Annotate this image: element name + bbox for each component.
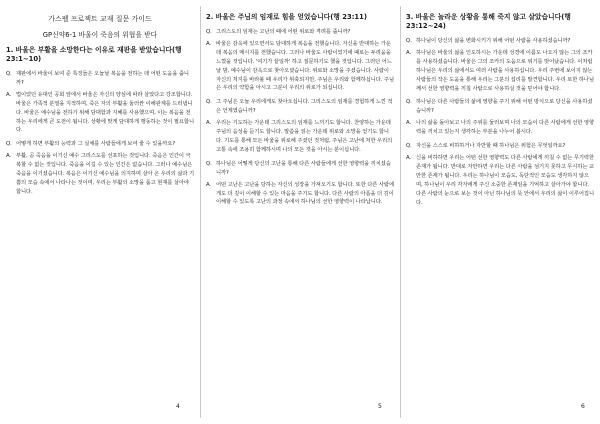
answer-7: A. 나의 삶을 돌아보고 나의 주위를 둘러보며 나의 모습이 다른 사람에게 선한 영향력을 끼치고 있는지 생각하는 부분을 나누어 봅시다. xyxy=(406,120,594,136)
question-3: Q. 그리스도의 임재는 고난의 때에 어떤 위로와 격려를 줍니까? xyxy=(206,29,351,35)
section-title-1: 1. 바울은 부활을 소망한다는 이유로 재판을 받았습니다(행23:1~10) xyxy=(6,46,182,63)
page-5 xyxy=(200,0,400,424)
question-2: Q. 어떻게 하면 부활의 능력과 그 실체를 사람들에게 보여 줄 수 있을까요? xyxy=(6,141,176,148)
question-7: Q. 하나님은 다른 사람들의 삶에 영향을 주기 위해 어떤 방식으로 당신을 사용하셨습니까? xyxy=(406,99,593,115)
question-6: Q. 하나님이 당신의 삶을 변화시키기 위해 어떤 사람을 사용하셨습니까? xyxy=(406,38,571,44)
answer-4: A. 우리는 기도하는 가운데 그리스도의 임재를 느끼기도 합니다. 찬양하는 가운데 주님의 음성을 듣기도 합니다. 말씀을 읽는 가운데 위로와 소망을 얻기도 합니다. 기도를 통해 모든 바울을 위로해 주셨던 것처럼, 주님은 고난에 처한 우리의 고통 속에 조용히 함께하시며 나의 모든 것을 아시는 분이십니다. xyxy=(206,120,393,153)
guide-header: 가스펠 프로젝트 교재 질문 가이드 xyxy=(48,15,152,23)
answer-5: A. 어떤 고난은 고난을 당하는 자신의 성장을 가져오기도 합니다. 또한 다른 사람에게도 더 깊이 이해할 수 있는 마음을 주기도 합니다. 다른 사람의 아픔을 더 깊이 이해할 수 있도록 고난의 과정 속에서 하나님의 선한 영향력이 나타납니다. xyxy=(206,181,394,206)
answer-2: A. 부활, 곧 죽음을 이기신 예수 그리스도를 선포하는 것입니다. 죽음은 인간이 극복할 수 없는 것입니다. 죽음을 이길 수 있는 인간은 없습니다. 그러나 예수님은 죽음을 이기셨습니다. 복음은 이기신 예수님을 의지하며 살아 온 우리의 삶과 기쁨의 모습 속에서 나타나는 것이며, 우리는 부활의 소망을 품고 현재를 살아야 합니다. xyxy=(6,153,194,195)
page-number: 5 xyxy=(378,403,382,410)
answer-6: A. 하나님은 바울의 삶을 인도하시는 가운데 성경에 이름도 나오지 않는 그의 조카를 사용하셨습니다. 바울은 그의 조카의 도움으로 위기를 벗어났습니다. 이처럼 하나님은 우리의 삶에서도 여러 사람을 사용하십니다. 우리 주변에 보이지 않는 사람들의 작은 도움을 통해 우리는 그분의 섭리를 발견합니다. 우리 또한 하나님께서 선한 영향력을 끼칠 사람으로 사용하실 것을 믿어야 합니다. xyxy=(406,49,594,92)
question-1: Q. 재판에서 바울이 보여 준 특징들은 오늘날 복음을 전하는 데 어떤 도움을 줍니까? xyxy=(6,71,189,86)
answer-8: A. 신을 비하하면 우리는 어떤 선한 영향력도 다른 사람에게 끼칠 수 없는 무기력한 존재가 됩니다. 반대로 자만하면 우리는 다른 사람을 섬기지 못하고 무시하는 교만한 존재가 됩니다. 우리는 하나님이 모습도, 독단적인 모습도 생각하지 않으며, 하나님이 우리 각자에게 주신 소중한 존재임을 기억하고 살아가야 합니다. 다른 사람의 눈으로 보는 것이 아닌 하나님의 뜻 안에서 우리의 삶이 이루어집니다. xyxy=(406,154,594,206)
section-title-3: 3. 바울은 놀라운 상황을 통해 죽지 않고 살았습니다(행23:12~24) xyxy=(406,13,571,30)
answer-1: A. 법이었던 유대인 공회 앞에서 바울은 자신의 양심에 따라 살았다고 강조합니다. 바울은 가족적 분열을 지적하며, 죽은 자의 부활을 둘러싼 이해관계를 드러냅니다. 바울은 예수님을 전하기 위해 담대함과 지혜를 사용했으며, 이는 복음을 전하는 우리에게 큰 도전이 됩니다. 상황에 맞게 담대하게 행동하는 것이 필요합니다. xyxy=(6,91,194,134)
page-6 xyxy=(400,0,600,424)
question-8: Q. 자신을 스스로 비하하거나 자만할 때 하나님은 위험은 무엇일까요? xyxy=(406,143,566,150)
answer-3: A. 바울은 감옥에 있으면서도 담대하게 복음을 전했습니다. 자신을 반대하는 가운데 복음의 메시지를 전했습니다. 그러나 바울도 사람이었기에 때로는 두려움을 느꼈을 것입니다. '여기가 끝일까' 하고 질문하기도 했을 것입니다. 그러던 어느 날 밤, 예수님이 감옥으로 찾아오셨습니다. 위로와 소망을 주셨습니다. 사람이 자신의 처지를 바라볼 때 우리가 위축되지만, 주님은 우리와 함께하십니다. 주님은 우리의 약함을 아시고 그분이 우리의 위로가 되십니다. xyxy=(206,40,394,92)
question-4: Q. 그 주님은 오늘 우리에게도 찾아오십니다. 그리스도의 임재를 경험하게 느낀 적은 언제였습니까? xyxy=(206,99,393,115)
question-5: Q. 하나님은 어떻게 당신의 고난을 통해 다른 사람들에게 선한 영향력을 끼치셨습니까? xyxy=(206,160,391,176)
page-4 xyxy=(0,0,200,424)
page-number: 6 xyxy=(581,403,585,410)
section-title-2: 2. 바울은 주님의 임재로 힘을 얻었습니다(행 23:11) xyxy=(206,13,367,21)
lesson-title: GP신약6-1 바울이 죽음의 위협을 받다 xyxy=(42,31,158,39)
page-number: 4 xyxy=(176,403,180,410)
